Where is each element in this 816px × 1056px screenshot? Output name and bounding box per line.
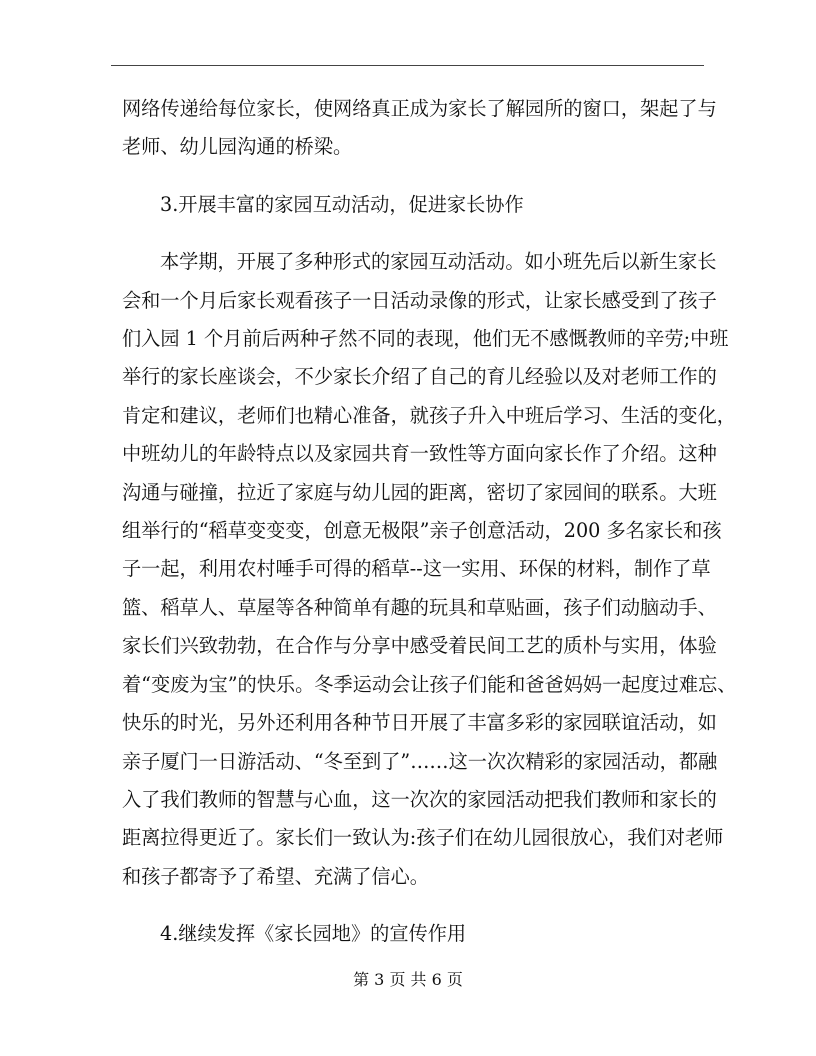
text-line: 肯定和建议，老师们也精心准备，就孩子升入中班后学习、生活的变化， (122, 403, 736, 427)
text-line: 距离拉得更近了。家长们一致认为:孩子们在幼儿园很放心，我们对老师 (122, 826, 724, 850)
section-3-paragraph (122, 243, 737, 896)
text-line: 举行的家长座谈会，不少家长介绍了自己的育儿经验以及对老师工作的 (122, 365, 717, 389)
text-line: 篮、稻草人、草屋等各种简单有趣的玩具和草贴画，孩子们动脑动手、 (122, 595, 717, 619)
text-line: 子一起，利用农村唾手可得的稻草--这一实用、环保的材料，制作了草 (122, 557, 711, 581)
text-line: 快乐的时光，另外还利用各种节日开展了丰富多彩的家园联谊活动，如 (122, 711, 717, 735)
text-line: 本学期，开展了多种形式的家园互动活动。如小班先后以新生家长 (160, 250, 717, 274)
text-line: 中班幼儿的年龄特点以及家园共育一致性等方面向家长作了介绍。这种 (122, 442, 717, 466)
text-line: 入了我们教师的智慧与心血，这一次次的家园活动把我们教师和家长的 (122, 787, 717, 811)
text-line: 会和一个月后家长观看孩子一日活动录像的形式，让家长感受到了孩子 (122, 288, 717, 312)
text-line: 组举行的“稻草变变变，创意无极限”亲子创意活动，200 多名家长和孩 (122, 519, 722, 543)
text-line: 和孩子都寄予了希望、充满了信心。 (122, 864, 429, 888)
page-number-footer: 第 3 页 共 6 页 (353, 970, 463, 989)
text-line: 网络传递给每位家长，使网络真正成为家长了解园所的窗口，架起了与 (122, 97, 717, 120)
text-line: 们入园 1 个月前后两种孑然不同的表现，他们无不感慨教师的辛劳;中班 (122, 327, 729, 351)
document-body (122, 90, 737, 954)
section-4-heading: 4.继续发挥《家长园地》的宣传作用 (160, 922, 467, 946)
text-line: 老师、幼儿园沟通的桥梁。 (122, 135, 353, 159)
text-line: 家长们兴致勃勃，在合作与分享中感受着民间工艺的质朴与实用，体验 (122, 634, 717, 658)
section-3-heading: 3.开展丰富的家园互动活动，促进家长协作 (160, 192, 524, 216)
header-rule (111, 65, 704, 66)
text-line: 亲子厦门一日游活动、“冬至到了”……这一次次精彩的家园活动，都融 (122, 749, 718, 773)
text-line: 着“变废为宝”的快乐。冬季运动会让孩子们能和爸爸妈妈一起度过难忘、 (122, 672, 737, 696)
text-line: 沟通与碰撞，拉近了家庭与幼儿园的距离，密切了家园间的联系。大班 (122, 480, 717, 504)
intro-paragraph (122, 90, 717, 167)
